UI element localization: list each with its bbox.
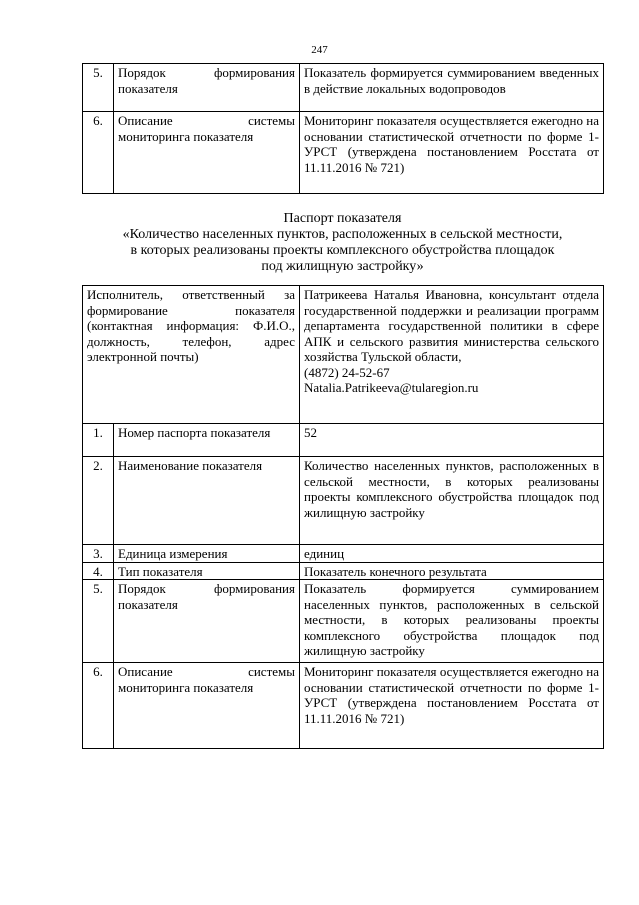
table-row bbox=[83, 545, 604, 563]
row-name: Порядок формирования показателя bbox=[114, 580, 300, 663]
row-number: 6. bbox=[83, 663, 114, 749]
executor-email: Natalia.Patrikeeva@tularegion.ru bbox=[304, 380, 479, 395]
executor-label: Исполнитель, ответственный за формирование показателя (контактная информация: Ф.И.О., должность, телефон, адрес электронной почты) bbox=[83, 286, 300, 424]
executor-phone: (4872) 24-52-67 bbox=[304, 364, 390, 380]
table-row bbox=[83, 286, 604, 424]
table-row bbox=[83, 562, 604, 580]
row-number: 2. bbox=[83, 457, 114, 545]
table-row bbox=[83, 64, 604, 112]
passport-heading bbox=[82, 211, 603, 275]
row-name: Номер паспорта показателя bbox=[114, 424, 300, 457]
row-value: Мониторинг показателя осуществляется ежегодно на основании статистической отчетности по форме 1-УРСТ (утверждена постановлением Росстата от 11.11.2016 № 721) bbox=[300, 663, 604, 749]
table-row bbox=[83, 457, 604, 545]
passport-subtitle-line: в которых реализованы проекты комплексного обустройства площадок bbox=[130, 243, 555, 258]
passport-title: Паспорт показателя bbox=[283, 211, 402, 226]
table-row bbox=[83, 580, 604, 663]
passport-table bbox=[82, 285, 604, 749]
row-number: 5. bbox=[83, 580, 114, 663]
row-value: Количество населенных пунктов, расположенных в сельской местности, в которых реализованы проекты комплексного обустройства площадок под жилищную застройку bbox=[300, 457, 604, 545]
row-value: Показатель формируется суммированием населенных пунктов, расположенных в сельской местности, в которых реализованы проекты комплексного обустройства площадок под жилищную застройку bbox=[300, 580, 604, 663]
row-name: Порядок формирования показателя bbox=[114, 64, 300, 112]
table-row bbox=[83, 112, 604, 194]
row-number: 1. bbox=[83, 424, 114, 457]
page-number: 247 bbox=[311, 44, 328, 56]
row-number: 3. bbox=[83, 545, 114, 563]
row-name: Описание системы мониторинга показателя bbox=[114, 663, 300, 749]
row-number: 5. bbox=[83, 64, 114, 112]
table-row bbox=[83, 663, 604, 749]
row-value: Мониторинг показателя осуществляется ежегодно на основании статистической отчетности по форме 1-УРСТ (утверждена постановлением Росстата от 11.11.2016 № 721) bbox=[300, 112, 604, 194]
row-number: 6. bbox=[83, 112, 114, 194]
executor-cell bbox=[300, 286, 604, 424]
row-name: Наименование показателя bbox=[114, 457, 300, 545]
top-table bbox=[82, 63, 604, 194]
row-name: Единица измерения bbox=[114, 545, 300, 563]
row-name: Тип показателя bbox=[114, 562, 300, 580]
passport-subtitle-line: под жилищную застройку» bbox=[261, 259, 424, 274]
table-row bbox=[83, 424, 604, 457]
row-number: 4. bbox=[83, 562, 114, 580]
row-value: 52 bbox=[300, 424, 604, 457]
row-value: Показатель конечного результата bbox=[300, 562, 604, 580]
row-value: единиц bbox=[300, 545, 604, 563]
row-name: Описание системы мониторинга показателя bbox=[114, 112, 300, 194]
row-value: Показатель формируется суммированием введенных в действие локальных водопроводов bbox=[300, 64, 604, 112]
executor-value: Патрикеева Наталья Ивановна, консультант отдела государственной поддержки и реализации программ департамента государственной политики в сфере АПК и сельского развития министерства сельского хозяйства Тульской области, bbox=[304, 287, 599, 364]
passport-subtitle-line: «Количество населенных пунктов, расположенных в сельской местности, bbox=[122, 227, 563, 242]
